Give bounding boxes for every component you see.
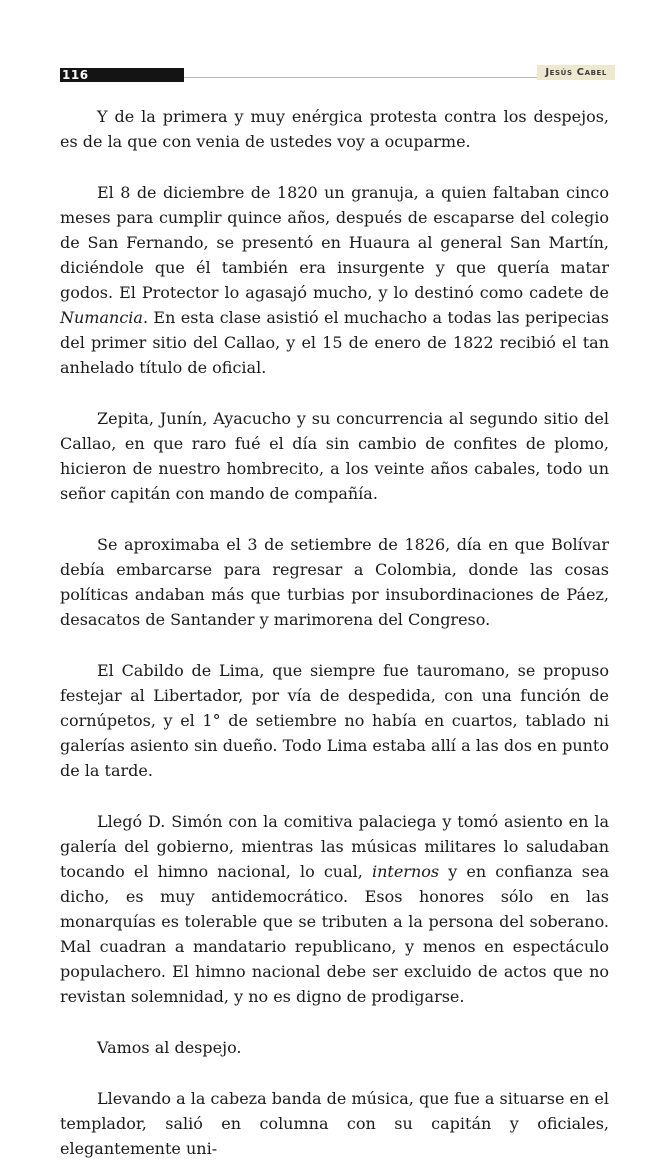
paragraph: Zepita, Junín, Ayacucho y su concurrencia al segundo sitio del Callao, en que raro fué el día sin cambio de confites de plomo, hicieron de nuestro hombrecito, a los veinte años cabales, todo un señor capitán con mando de compañía. [60,409,609,503]
paragraph: Se aproximaba el 3 de setiembre de 1826, día en que Bolívar debía embarcarse para regresar a Colombia, donde las cosas políticas andaban más que turbias por insubordinaciones de Páez, desacatos de Santander y marimorena del Congreso. [60,535,609,629]
paragraph-text: y en confianza sea dicho, es muy antidemocrático. Esos honores sólo en las monarquías es tolerable que se tributen a la persona del soberano. Mal cuadran a mandatario republicano, y menos en espectáculo populachero. El himno nacional debe ser excluido de actos que no revistan solemnidad, y no es digno de prodigarse. [60,862,610,1006]
running-author: Jesús Cabel [537,65,615,80]
italic-ship-name: Numancia. [60,308,149,327]
paragraph: Llevando a la cabeza banda de música, que fue a situarse en el templador, salió en columna con su capitán y oficiales, elegantemente uni- [60,1089,609,1158]
paragraph-text: En esta clase asistió el muchacho a todas las peripecias del primer sitio del Callao, y el 15 de enero de 1822 recibió el tan anhelado título de oficial. [60,308,609,377]
paragraph: El Cabildo de Lima, que siempre fue tauromano, se propuso festejar al Libertador, por vía de despedida, con una función de cornúpetos, y el 1° de setiembre no había en cuartos, tablado ni galerías asiento sin dueño. Todo Lima estaba allí a las dos en punto de la tarde. [60,661,609,780]
paragraph [60,180,609,380]
body-text [60,104,609,1161]
paragraph: Vamos al despejo. [97,1038,242,1057]
page-number: 116 [62,68,89,82]
running-header [60,64,615,84]
italic-word: internos [371,862,440,881]
paragraph: Y de la primera y muy enérgica protesta contra los despejos, es de la que con venia de ustedes voy a ocuparme. [60,107,609,151]
paragraph-text: Llegó D. Simón con la comitiva palaciega y tomó asiento en la galería del gobierno, mientras las músicas militares lo saludaban tocando el himno nacional, lo cual, [60,812,609,881]
paragraph-text: El 8 de diciembre de 1820 un granuja, a quien faltaban cinco meses para cumplir quince años, después de escaparse del colegio de San Fernando, se presentó en Huaura al general San Martín, diciéndole que él también era insurgente y que quería matar godos. El Protector lo agasajó mucho, y lo destinó como cadete de [60,183,609,302]
paragraph [60,809,609,1009]
page-number-bar [60,68,184,82]
